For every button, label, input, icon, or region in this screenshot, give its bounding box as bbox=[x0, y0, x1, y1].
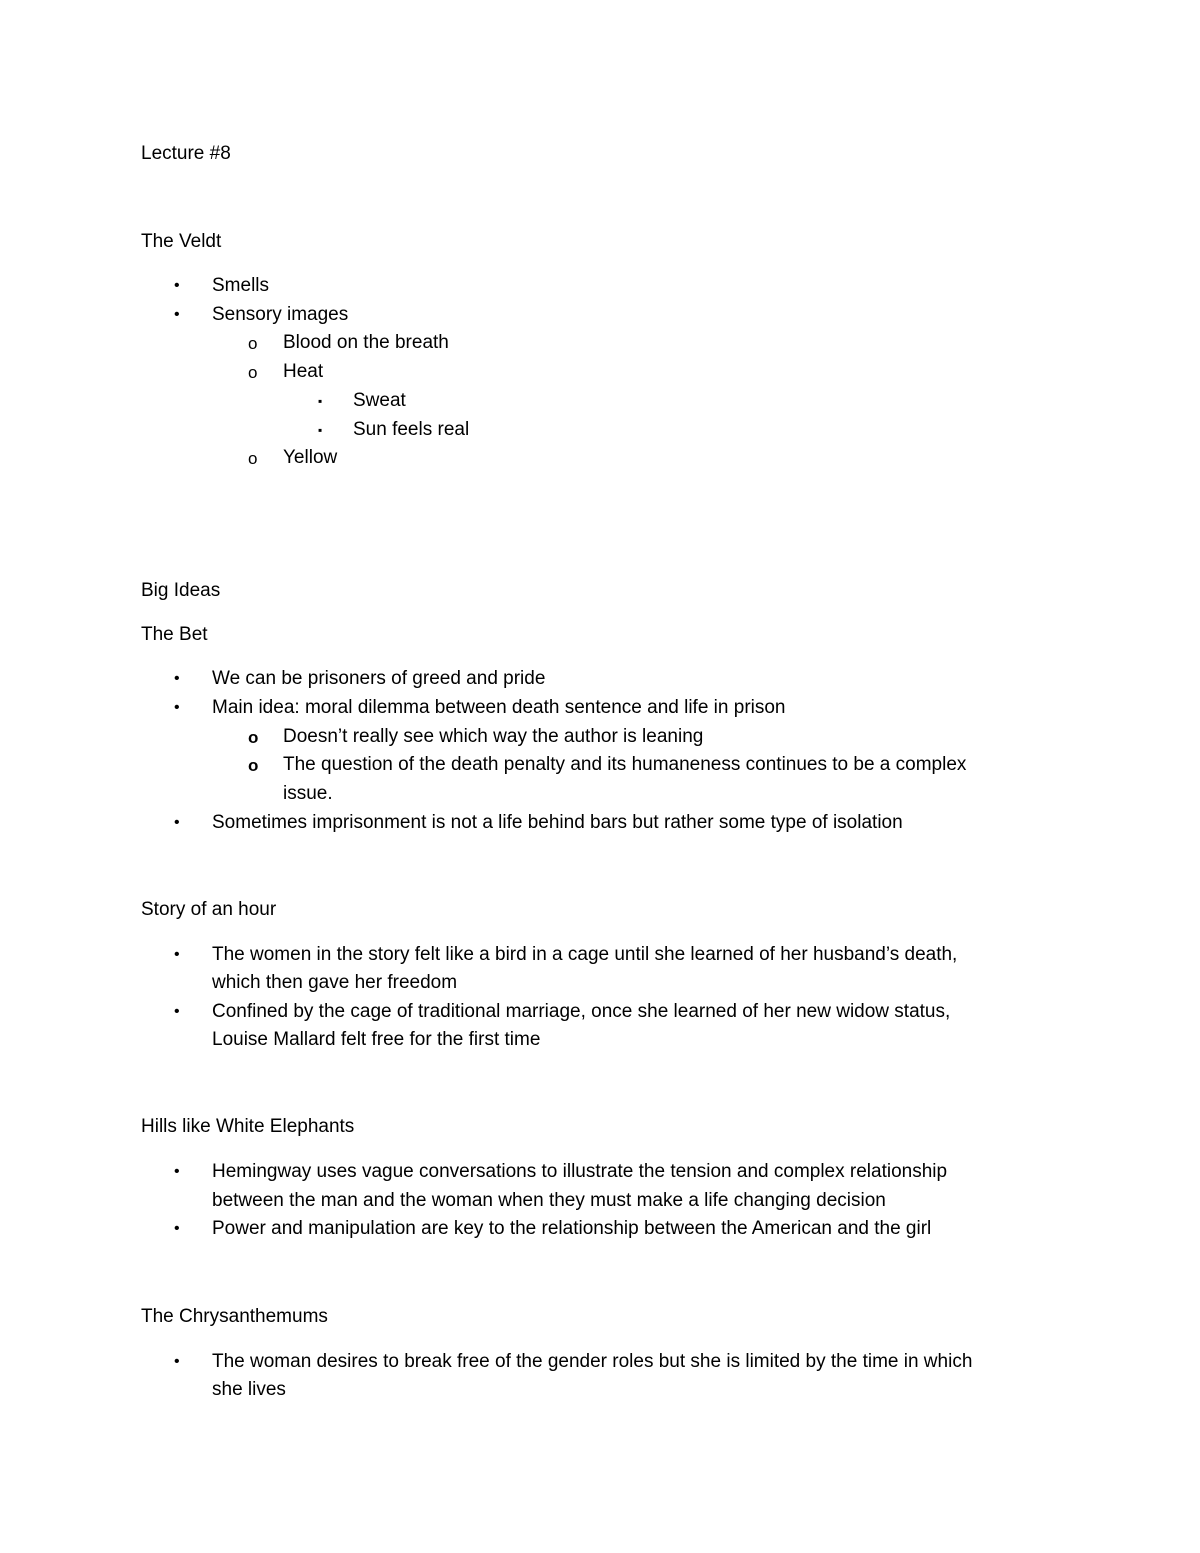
bullet-disc-icon: • bbox=[174, 946, 180, 963]
bullet-disc-icon: • bbox=[174, 277, 180, 294]
bullet-circle-icon: o bbox=[248, 756, 259, 775]
section-heading-hills: Hills like White Elephants bbox=[141, 1116, 355, 1137]
bullet-circle-icon: o bbox=[248, 449, 258, 468]
bullet-disc-icon: • bbox=[174, 1220, 180, 1237]
list-item-continuation: she lives bbox=[212, 1379, 286, 1400]
list-item-continuation: Louise Mallard felt free for the first time bbox=[212, 1029, 541, 1050]
list-item: The question of the death penalty and its humaneness continues to be a complex bbox=[283, 754, 967, 775]
list-item-continuation: issue. bbox=[283, 783, 333, 804]
list-item: We can be prisoners of greed and pride bbox=[212, 668, 546, 689]
bullet-disc-icon: • bbox=[174, 306, 180, 323]
bullet-circle-icon: o bbox=[248, 728, 259, 747]
bullet-disc-icon: • bbox=[174, 699, 180, 716]
bullet-circle-icon: o bbox=[248, 363, 258, 382]
list-item: Sun feels real bbox=[353, 419, 470, 440]
list-item: Sensory images bbox=[212, 304, 349, 325]
list-item: Heat bbox=[283, 361, 324, 382]
list-item: Main idea: moral dilemma between death sentence and life in prison bbox=[212, 697, 786, 718]
bullet-disc-icon: • bbox=[174, 1163, 180, 1180]
list-item: Power and manipulation are key to the relationship between the American and the girl bbox=[212, 1218, 932, 1239]
list-item: The women in the story felt like a bird in a cage until she learned of her husband’s death, bbox=[212, 944, 958, 965]
section-heading-story-of-an-hour: Story of an hour bbox=[141, 899, 277, 920]
bullet-disc-icon: • bbox=[174, 1003, 180, 1020]
lecture-title: Lecture #8 bbox=[141, 143, 231, 164]
bullet-square-icon: ▪ bbox=[318, 394, 323, 408]
bullet-disc-icon: • bbox=[174, 1353, 180, 1370]
section-heading-bet: The Bet bbox=[141, 624, 208, 645]
list-item: Yellow bbox=[283, 447, 338, 468]
list-item: Blood on the breath bbox=[283, 332, 449, 353]
list-item: Smells bbox=[212, 275, 270, 296]
section-heading-veldt: The Veldt bbox=[141, 231, 222, 252]
section-heading-chrysanthemums: The Chrysanthemums bbox=[141, 1306, 328, 1327]
section-heading-big-ideas: Big Ideas bbox=[141, 580, 221, 601]
bullet-circle-icon: o bbox=[248, 334, 258, 353]
bullet-disc-icon: • bbox=[174, 670, 180, 687]
list-item-continuation: which then gave her freedom bbox=[212, 972, 458, 993]
list-item-continuation: between the man and the woman when they must make a life changing decision bbox=[212, 1190, 886, 1211]
list-item: The woman desires to break free of the gender roles but she is limited by the time in which bbox=[212, 1351, 973, 1372]
list-item: Hemingway uses vague conversations to illustrate the tension and complex relationship bbox=[212, 1161, 948, 1182]
list-item: Confined by the cage of traditional marriage, once she learned of her new widow status, bbox=[212, 1001, 951, 1022]
bullet-disc-icon: • bbox=[174, 814, 180, 831]
list-item: Sweat bbox=[353, 390, 406, 411]
list-item: Doesn’t really see which way the author is leaning bbox=[283, 726, 704, 747]
list-item: Sometimes imprisonment is not a life behind bars but rather some type of isolation bbox=[212, 812, 903, 833]
bullet-square-icon: ▪ bbox=[318, 423, 323, 437]
